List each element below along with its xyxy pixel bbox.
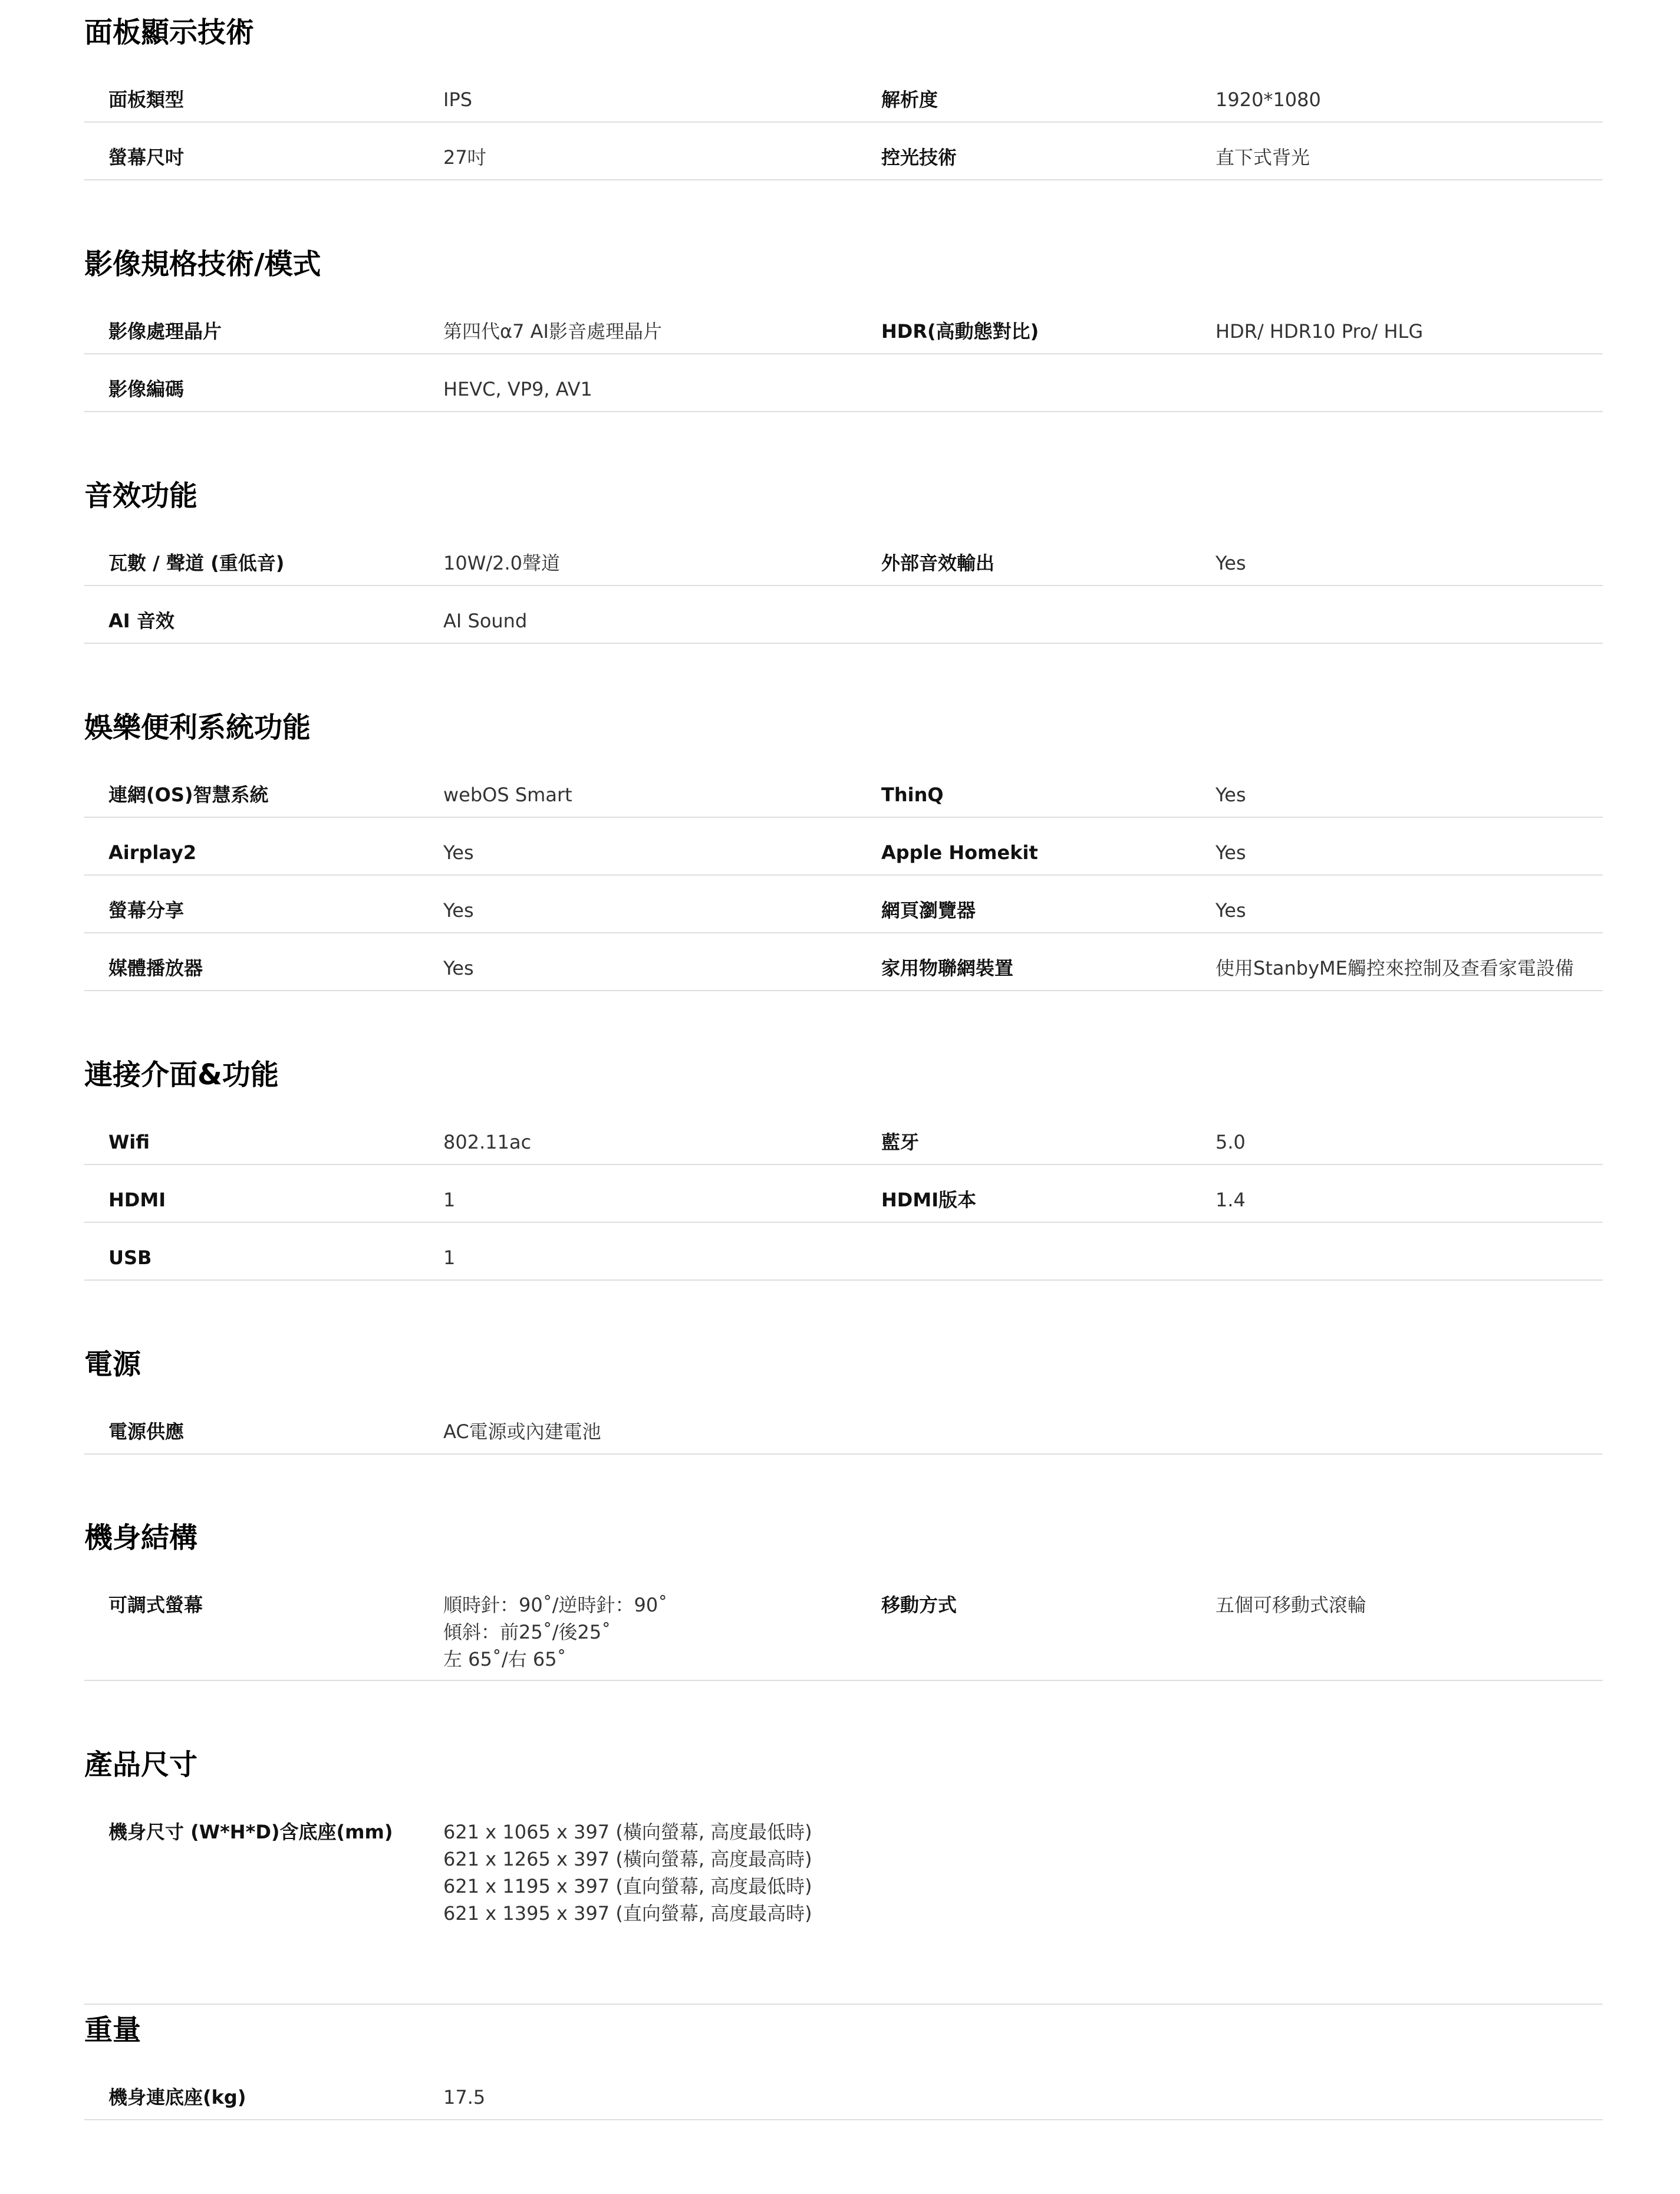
spec-value: [443, 1186, 455, 1213]
spec-value-line: IPS: [443, 88, 473, 111]
spec-value-line: 621 x 1065 x 397 (橫向螢幕, 高度最低時): [443, 1821, 812, 1843]
section-title: 音效功能: [84, 479, 198, 512]
spec-label: 機身連底座(kg): [108, 2086, 246, 2109]
spec-label: 網頁瀏覽器: [881, 899, 976, 922]
spec-value-line: 直下式背光: [1215, 146, 1310, 169]
spec-value-line: 1: [443, 1189, 456, 1211]
spec-label: AI 音效: [108, 610, 174, 632]
spec-row: [84, 1397, 1603, 1455]
spec-value-line: 27吋: [443, 146, 486, 169]
spec-value: [1215, 86, 1321, 113]
spec-value-line: HDR/ HDR10 Pro/ HLG: [1215, 320, 1424, 343]
spec-label: 瓦數 / 聲道 (重低音): [108, 552, 285, 574]
spec-label: Apple Homekit: [881, 841, 1038, 864]
spec-value-line: Yes: [443, 899, 474, 922]
spec-label: 移動方式: [881, 1594, 957, 1616]
spec-label: USB: [108, 1246, 152, 1269]
spec-row: [84, 760, 1603, 818]
spec-label: Airplay2: [108, 841, 197, 864]
spec-value-line: 五個可移動式滾輪: [1215, 1594, 1367, 1616]
spec-value-line: Yes: [1215, 841, 1246, 864]
spec-label: 影像編碼: [108, 378, 185, 400]
spec-value: [443, 839, 474, 866]
spec-value: [1215, 897, 1246, 924]
spec-value-line: Yes: [443, 957, 474, 979]
spec-value: [443, 897, 474, 924]
spec-label: HDMI版本: [881, 1189, 977, 1211]
spec-value: [443, 955, 474, 982]
spec-value: [443, 86, 472, 113]
spec-value: [443, 1129, 531, 1156]
spec-value: [1215, 1129, 1246, 1156]
spec-value-line: webOS Smart: [443, 784, 572, 806]
spec-row: [84, 1797, 1603, 2005]
spec-label: 影像處理晶片: [108, 320, 222, 343]
spec-label: HDR(高動態對比): [881, 320, 1039, 343]
spec-value: [1215, 839, 1246, 866]
spec-label: 連網(OS)智慧系統: [108, 784, 269, 806]
spec-label: 螢幕分享: [108, 899, 185, 922]
spec-row: [84, 2063, 1603, 2120]
spec-label: 電源供應: [108, 1420, 185, 1443]
spec-row: [84, 876, 1603, 933]
spec-value-line: Yes: [443, 841, 474, 864]
spec-label: 螢幕尺吋: [108, 146, 185, 169]
spec-row: [84, 586, 1603, 644]
spec-value-line: 1: [443, 1246, 456, 1269]
spec-row: [84, 123, 1603, 180]
section-title: 產品尺寸: [84, 1748, 198, 1781]
spec-value-line: 17.5: [443, 2086, 486, 2109]
spec-value: [443, 318, 662, 345]
spec-value-line: HEVC, VP9, AV1: [443, 378, 592, 400]
spec-value-line: 左 65˚/右 65˚: [443, 1648, 566, 1670]
spec-value-line: 第四代α7 AI影音處理晶片: [443, 320, 662, 343]
spec-value: [1215, 955, 1574, 982]
spec-label: Wifi: [108, 1131, 150, 1153]
spec-value-line: 5.0: [1215, 1131, 1246, 1153]
spec-value: [443, 1244, 455, 1271]
spec-value-line: 1920*1080: [1215, 88, 1321, 111]
spec-value-line: 621 x 1395 x 397 (直向螢幕, 高度最高時): [443, 1902, 812, 1925]
section-title: 影像規格技術/模式: [84, 248, 321, 281]
spec-row: [84, 1570, 1603, 1681]
spec-row: [84, 528, 1603, 586]
spec-value-line: 802.11ac: [443, 1131, 532, 1153]
spec-value: [1215, 781, 1246, 808]
spec-value-line: 傾斜：前25˚/後25˚: [443, 1621, 611, 1643]
spec-row: [84, 818, 1603, 876]
spec-label: HDMI: [108, 1189, 166, 1211]
spec-row: [84, 297, 1603, 354]
spec-row: [84, 1107, 1603, 1165]
section-title: 娛樂便利系統功能: [84, 711, 311, 744]
spec-row: [84, 65, 1603, 123]
spec-label: ThinQ: [881, 784, 944, 806]
spec-row: [84, 1223, 1603, 1281]
spec-value: [443, 1818, 812, 1927]
spec-row: [84, 933, 1603, 991]
spec-value: [443, 781, 572, 808]
spec-value: [1215, 1186, 1246, 1213]
spec-row: [84, 1165, 1603, 1223]
spec-value: [443, 550, 560, 577]
spec-value: [1215, 144, 1310, 171]
spec-value-line: 使用StanbyME觸控來控制及查看家電設備: [1215, 957, 1574, 979]
spec-label: 藍牙: [881, 1131, 920, 1153]
section-title: 機身結構: [84, 1521, 198, 1554]
spec-value-line: Yes: [1215, 784, 1246, 806]
spec-label: 解析度: [881, 88, 938, 111]
spec-value-line: Yes: [1215, 899, 1246, 922]
spec-label: 控光技術: [881, 146, 957, 169]
spec-label: 機身尺寸 (W*H*D)含底座(mm): [108, 1821, 393, 1843]
spec-row: [84, 354, 1603, 412]
spec-value: [443, 607, 527, 634]
spec-value-line: Yes: [1215, 552, 1246, 574]
spec-value: [443, 1418, 601, 1445]
spec-value-line: 1.4: [1215, 1189, 1246, 1211]
spec-value-line: AC電源或內建電池: [443, 1420, 601, 1443]
section-title: 面板顯示技術: [84, 16, 255, 49]
spec-value-line: 621 x 1195 x 397 (直向螢幕, 高度最低時): [443, 1875, 812, 1897]
spec-value: [1215, 550, 1246, 577]
spec-label: 面板類型: [108, 88, 185, 111]
section-title: 電源: [84, 1348, 141, 1381]
spec-value-line: 10W/2.0聲道: [443, 552, 561, 574]
section-title: 重量: [84, 2014, 141, 2047]
spec-value: [443, 1591, 667, 1673]
spec-value-line: 順時針：90˚/逆時針：90˚: [443, 1594, 668, 1616]
spec-label: 外部音效輸出: [881, 552, 995, 574]
spec-value: [1215, 318, 1423, 345]
spec-value: [1215, 1591, 1366, 1619]
spec-value: [443, 144, 486, 171]
spec-value-line: 621 x 1265 x 397 (橫向螢幕, 高度最高時): [443, 1848, 812, 1870]
spec-value-line: AI Sound: [443, 610, 528, 632]
spec-value: [443, 376, 592, 403]
spec-value: [443, 2084, 485, 2111]
spec-label: 家用物聯網裝置: [881, 957, 1014, 979]
spec-label: 媒體播放器: [108, 957, 203, 979]
section-title: 連接介面&功能: [84, 1058, 279, 1091]
spec-label: 可調式螢幕: [108, 1594, 203, 1616]
